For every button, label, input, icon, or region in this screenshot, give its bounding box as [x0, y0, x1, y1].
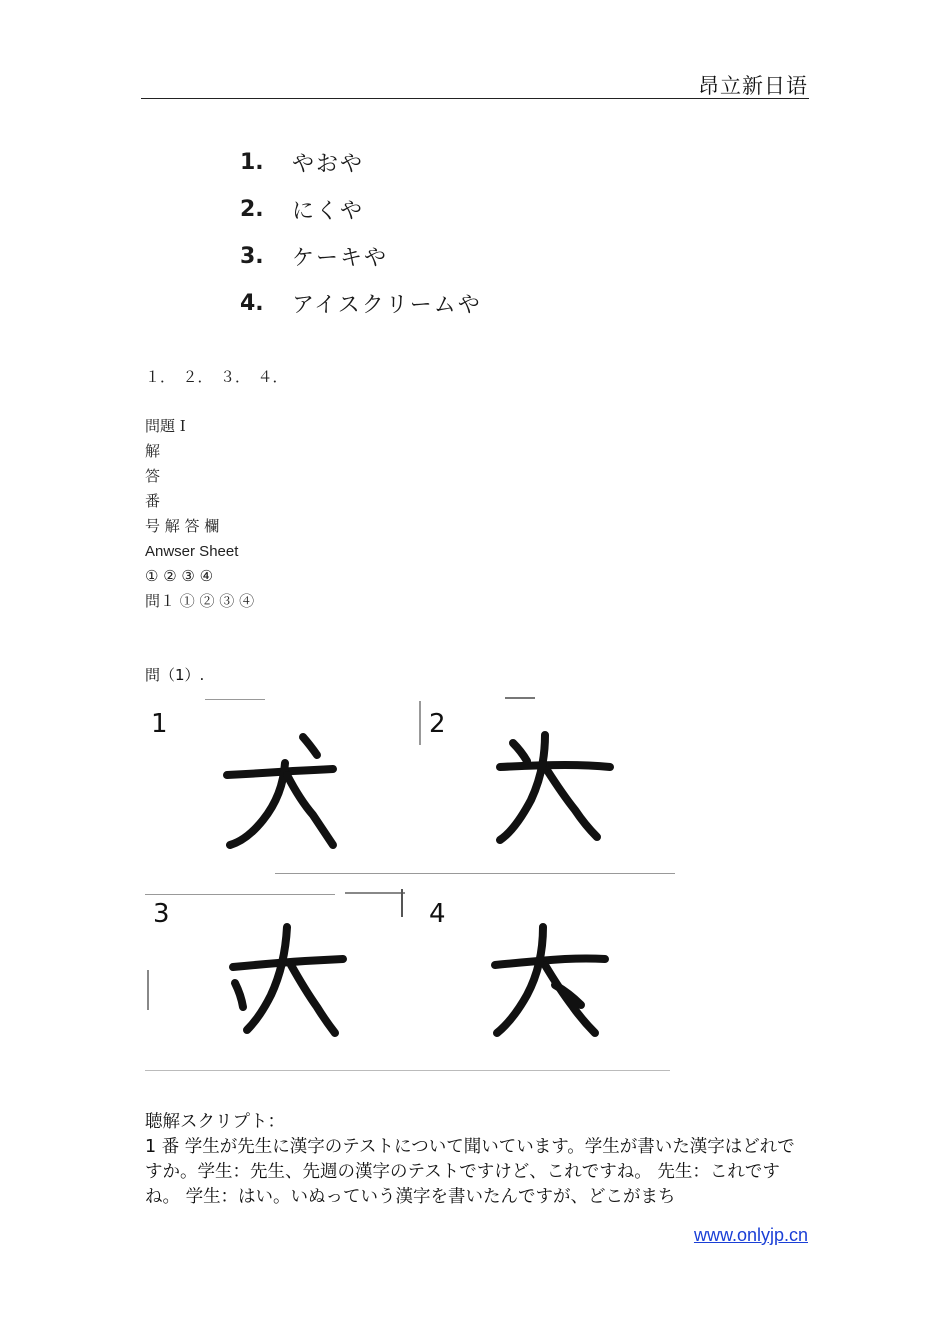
choice-number: 3. — [240, 244, 264, 269]
answer-sheet-q1-options: 問１ ① ② ③ ④ — [145, 592, 255, 610]
choice-list — [240, 139, 482, 327]
scan-artifact — [147, 970, 149, 1010]
listening-script — [145, 1110, 809, 1210]
kanji-option-4 — [415, 885, 680, 1075]
answer-numbers — [145, 365, 288, 390]
choice-text: アイスクリームや — [292, 293, 482, 318]
kanji-large-dot-left-icon — [205, 905, 405, 1075]
kanji-large-with-dot-icon — [465, 715, 665, 885]
answer-numbers-line: １． ２． ３． ４． — [145, 368, 288, 386]
scan-artifact — [401, 889, 403, 917]
answer-sheet-title: 問題 Ⅰ — [145, 417, 186, 435]
choice-text: にくや — [292, 199, 365, 224]
kanji-option-number: 4 — [429, 899, 446, 929]
choice-item — [240, 139, 482, 186]
choice-number: 2. — [240, 197, 264, 222]
choice-item — [240, 280, 482, 327]
answer-sheet-line: 答 — [145, 467, 161, 485]
kanji-option-2 — [415, 695, 680, 885]
kanji-option-number: 1 — [151, 709, 168, 739]
choice-item — [240, 233, 482, 280]
choice-text: ケーキや — [292, 246, 389, 271]
kanji-options-image — [145, 695, 675, 1075]
answer-sheet-line: 解 — [145, 442, 161, 460]
answer-sheet-options: ① ② ③ ④ — [145, 567, 214, 585]
kanji-option-number: 3 — [153, 899, 170, 929]
kanji-option-3 — [145, 885, 410, 1075]
choice-number: 4. — [240, 291, 264, 316]
choice-item — [240, 186, 482, 233]
answer-sheet-english: Anwser Sheet — [145, 543, 239, 560]
kanji-thick-icon — [465, 905, 665, 1075]
header-rule — [141, 98, 809, 99]
answer-sheet-line: 号 解 答 欄 — [145, 517, 220, 535]
scan-artifact — [419, 701, 421, 745]
kanji-option-number: 2 — [429, 709, 446, 739]
kanji-dog-like-icon — [205, 715, 405, 885]
script-body: 1 番 学生が先生に漢字のテストについて聞いています。学生が書いた漢字はどれですか。学生：先生、先週の漢字のテストですけど、これですね。 先生：これですね。 学生：はい。いぬっていう漢字を書いたんですが、どこがまち — [145, 1137, 795, 1207]
header-title: 昂立新日语 — [698, 74, 808, 98]
choice-number: 1. — [240, 150, 264, 175]
kanji-option-1 — [145, 695, 410, 885]
question-label: 問（1）. — [145, 666, 205, 684]
choice-text: やおや — [292, 152, 365, 177]
answer-sheet — [145, 414, 254, 614]
script-heading: 聴解スクリプト： — [145, 1112, 285, 1132]
footer-link[interactable]: www.onlyjp.cn — [693, 1225, 808, 1245]
answer-sheet-line: 番 — [145, 492, 161, 510]
